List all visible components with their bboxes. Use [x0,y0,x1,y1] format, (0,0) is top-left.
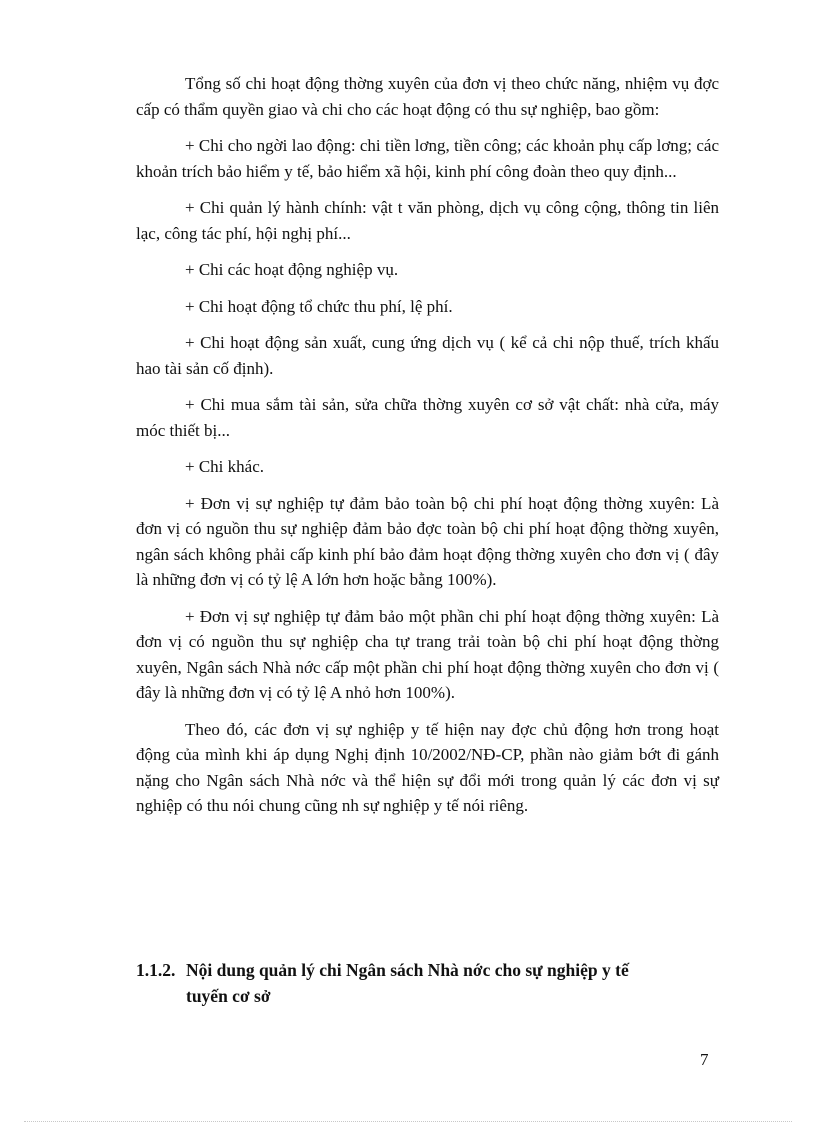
body-text [136,71,719,830]
section-heading [136,957,719,1009]
paragraph-administration: + Chi quản lý hành chính: vật t văn phòng, dịch vụ công cộng, thông tin liên lạc, công tác phí, hội nghị phí... [136,198,719,243]
section-number: 1.1.2. [136,960,176,980]
paragraph-professional-activities: + Chi các hoạt động nghiệp vụ. [185,260,399,279]
paragraph-fee-collection: + Chi hoạt động tổ chức thu phí, lệ phí. [185,296,453,316]
paragraph-other-expenses: + Chi khác. [185,457,264,476]
page-number: 7 [700,1050,709,1069]
paragraph-fully-self-financed: + Đơn vị sự nghiệp tự đảm bảo toàn bộ chi phí hoạt động thờng xuyên: Là đơn vị có nguồn thu sự nghiệp đảm bảo đợc toàn bộ chi phí hoạt động thờng xuyên, ngân sách không phải cấp kinh phí bảo đảm hoạt động thờng xuyên cho đơn vị ( đây là những đơn vị có tỷ lệ A lớn hơn hoặc bằng 100%). [136,493,719,589]
section-title-line2: tuyến cơ sở [186,986,271,1006]
page-bottom-divider [24,1121,792,1122]
paragraph-intro: Tổng số chi hoạt động thờng xuyên của đơn vị theo chức năng, nhiệm vụ đợc cấp có thẩm quyền giao và chi cho các hoạt động có thu sự nghiệp, bao gồm: [136,74,719,119]
paragraph-conclusion: Theo đó, các đơn vị sự nghiệp y tế hiện nay đợc chủ động hơn trong hoạt động của mình khi áp dụng Nghị định 10/2002/NĐ-CP, phần nào giảm bớt đi gánh nặng cho Ngân sách Nhà nớc và thể hiện sự đổi mới trong quản lý các đơn vị sự nghiệp có thu nói chung cũng nh sự nghiệp y tế nói riêng. [136,719,719,815]
paragraph-production-services: + Chi hoạt động sản xuất, cung ứng dịch vụ ( kể cả chi nộp thuế, trích khấu hao tài sản cố định). [136,333,719,378]
paragraph-partially-self-financed: + Đơn vị sự nghiệp tự đảm bảo một phần chi phí hoạt động thờng xuyên: Là đơn vị có nguồn thu sự nghiệp cha tự trang trải toàn bộ chi phí hoạt động thờng xuyên, Ngân sách Nhà nớc cấp một phần chi phí hoạt động thờng xuyên cho đơn vị ( đây là những đơn vị có tỷ lệ A nhỏ hơn 100%). [136,606,719,702]
section-title-line1: Nội dung quản lý chi Ngân sách Nhà nớc cho sự nghiệp y tế [186,960,629,980]
paragraph-asset-purchase: + Chi mua sắm tài sản, sửa chữa thờng xuyên cơ sở vật chất: nhà cửa, máy móc thiết bị... [136,395,719,440]
paragraph-labor-costs: + Chi cho ngời lao động: chi tiền lơng, tiền công; các khoản phụ cấp lơng; các khoản trích bảo hiểm y tế, bảo hiểm xã hội, kinh phí công đoàn theo quy định... [136,136,719,181]
